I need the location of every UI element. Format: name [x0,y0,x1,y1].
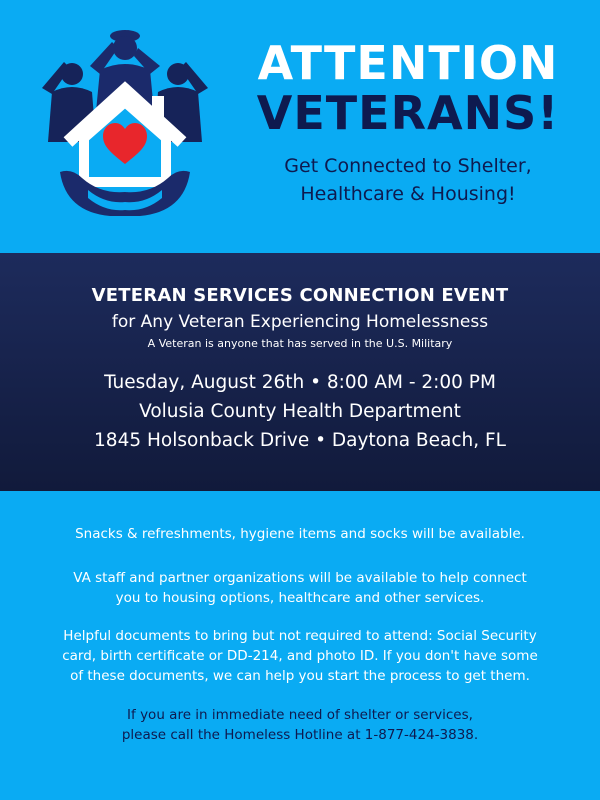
info-staff-line-1: VA staff and partner organizations will be available to help connect [73,570,527,586]
headline [228,38,588,208]
headline-veterans: VETERANS! [256,86,560,140]
info-refreshments [30,524,570,544]
event-band [0,253,600,491]
veterans-housing-logo [30,22,220,222]
tagline [228,152,588,208]
event-note: A Veteran is anyone that has served in the U.S. Military [147,337,453,350]
event-venue: Volusia County Health Department [139,401,461,422]
headline-attention: ATTENTION [257,36,559,90]
tagline-line-2: Healthcare & Housing! [300,183,516,205]
header-section [0,0,600,253]
info-documents-line-1: Helpful documents to bring but not required to attend: Social Security [63,628,537,644]
info-documents-line-3: of these documents, we can help you start the process to get them. [70,668,530,684]
info-hotline [30,705,570,745]
event-details [0,368,600,455]
tagline-line-1: Get Connected to Shelter, [284,155,532,177]
info-refreshments-line: Snacks & refreshments, hygiene items and socks will be available. [75,526,525,542]
event-subtitle: for Any Veteran Experiencing Homelessness [111,312,489,332]
info-documents [30,626,570,686]
info-hotline-line-1: If you are in immediate need of shelter or services, [127,707,473,723]
event-title: VETERAN SERVICES CONNECTION EVENT [91,285,509,306]
event-date-time: Tuesday, August 26th • 8:00 AM - 2:00 PM [104,372,496,393]
info-staff [30,568,570,608]
info-hotline-line-2: please call the Homeless Hotline at 1-877-424-3838. [121,727,479,743]
info-section [0,491,600,800]
info-documents-line-2: card, birth certificate or DD-214, and photo ID. If you don't have some [62,648,538,664]
event-address: 1845 Holsonback Drive • Daytona Beach, FL [94,430,506,451]
info-staff-line-2: you to housing options, healthcare and other services. [115,590,485,606]
